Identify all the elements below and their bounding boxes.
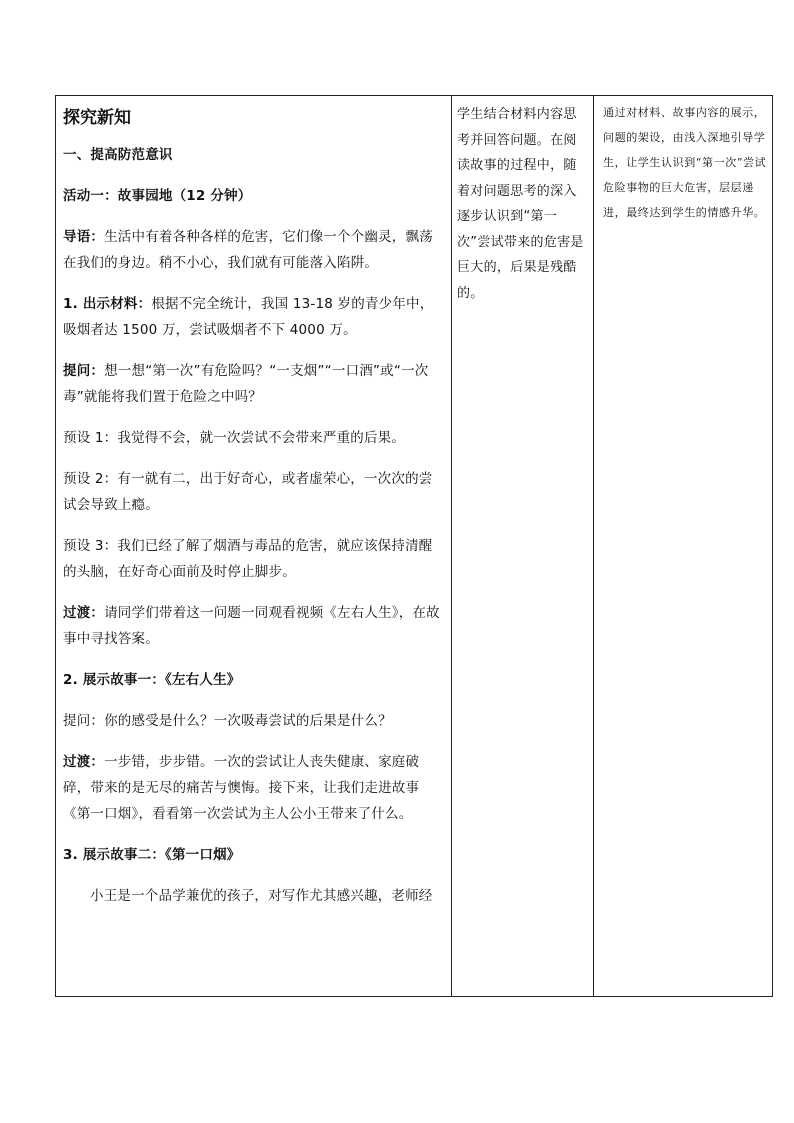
heading-prevention: 一、提高防范意识: [63, 147, 173, 163]
preset-2: 预设 2：有一就有二，出于好奇心，或者虚荣心，一次次的尝试会导致上瘾。: [63, 471, 433, 513]
transition-label: 过渡：: [63, 754, 105, 770]
preset-3: 预设 3：我们已经了解了烟酒与毒品的危害，就应该保持清醒的头脑，在好奇心面前及时停止脚步。: [63, 538, 433, 580]
material-label: 1. 出示材料：: [63, 296, 152, 312]
story-text: 小王是一个品学兼优的孩子，对写作尤其感兴趣，老师经: [90, 888, 433, 904]
lesson-table: [55, 95, 773, 997]
transition-text: 一步错，步步错。一次的尝试让人丧失健康、家庭破碎，带来的是无尽的痛苦与懊悔。接下来，让我们走进故事《第一口烟》，看看第一次尝试为主人公小王带来了什么。: [63, 754, 420, 822]
question-2: 提问：你的感受是什么？一次吸毒尝试的后果是什么？: [63, 713, 392, 729]
question-paragraph: [63, 358, 443, 410]
transition-2: [63, 749, 443, 827]
transition-text: 请同学们带着这一问题一同观看视频《左右人生》，在故事中寻找答案。: [63, 605, 440, 647]
material-paragraph: [63, 291, 443, 343]
student-activity-text: 学生结合材料内容思考并回答问题。在阅读故事的过程中，随着对问题思考的深入逐步认识到“第一次”尝试带来的危害是巨大的，后果是残酷的。: [457, 107, 584, 301]
teacher-activity-cell: [56, 96, 452, 996]
section-title: 探究新知: [63, 108, 131, 128]
intro-paragraph: [63, 224, 443, 276]
design-intent-cell: [594, 96, 772, 996]
transition-label: 过渡：: [63, 605, 105, 621]
intro-text: 生活中有着各种各样的危害，它们像一个个幽灵，飘荡在我们的身边。稍不小心，我们就有可能落入陷阱。: [63, 229, 433, 271]
preset-1: 预设 1：我觉得不会，就一次尝试不会带来严重的后果。: [63, 430, 406, 446]
intro-label: 导语：: [63, 229, 105, 245]
student-activity-cell: [452, 96, 594, 996]
transition-1: [63, 600, 443, 652]
story-2-heading: 3. 展示故事二：《第一口烟》: [63, 847, 241, 863]
story-1-heading: 2. 展示故事一：《左右人生》: [63, 672, 241, 688]
question-label: 提问：: [63, 363, 105, 379]
activity-heading: 活动一：故事园地（12 分钟）: [63, 188, 252, 204]
design-intent-text: 通过对材料、故事内容的展示，问题的架设，由浅入深地引导学生，让学生认识到“第一次”尝试危险事物的巨大危害，层层递进，最终达到学生的情感升华。: [603, 106, 767, 219]
question-text: 想一想“第一次”有危险吗？“一支烟”“一口酒”或“一次毒”就能将我们置于危险之中吗？: [63, 363, 429, 405]
material-text: 根据不完全统计，我国 13-18 岁的青少年中，吸烟者达 1500 万，尝试吸烟者不下 4000 万。: [63, 296, 434, 338]
